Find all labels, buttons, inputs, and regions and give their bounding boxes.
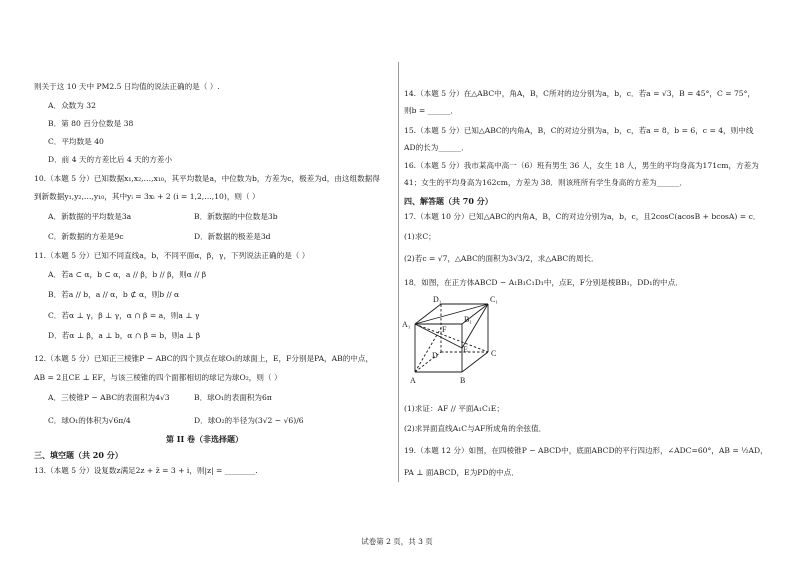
q16-line2: 41；女生的平均身高为162cm，方差为 38．则该班所有学生身高的方差为______． xyxy=(404,178,688,187)
q10-option-a: A．新数据的平均数是3a xyxy=(48,212,132,221)
q15-line2: AD的长为______． xyxy=(404,143,469,152)
part2-title: 第 II 卷（非选择题） xyxy=(166,434,244,444)
q15-line1: 15.（本题 5 分）已知△ABC的内角A，B，C的对边分别为a，b，c，若a = 8，b = 6，c = 4，则中线 xyxy=(404,126,754,135)
label-c: C xyxy=(491,349,497,358)
q14-line1: 14.（本题 5 分）在△ABC中，角A，B，C所对的边分别为a，b，c．若a = √3，B = 45°，C = 75°， xyxy=(404,89,756,98)
label-a1: A₁ xyxy=(402,320,411,329)
q13-stem: 13.（本题 5 分）设复数z满足2z + z̄ = 3 + i，则|z| = ________. xyxy=(34,466,258,475)
q9-option-d: D．前 4 天的方差比后 4 天的方差小 xyxy=(48,155,173,164)
edge-b-c xyxy=(462,352,488,372)
label-a: A xyxy=(410,376,416,385)
label-d: D xyxy=(432,351,438,360)
q10-option-c: C．新数据的方差是9c xyxy=(48,232,124,241)
q16-line1: 16.（本题 5 分）我市某高中高一（6）班有男生 36 人，女生 18 人，男生的平均身高为171cm，方差为 xyxy=(404,161,759,170)
q9-option-c: C．平均数是 40 xyxy=(48,137,104,146)
q9-option-a: A．众数为 32 xyxy=(48,101,96,110)
q17-stem: 17.（本题 10 分）已知△ABC的内角A，B，C的对边分别为a，b，c，且2cosC(acosB + bcosA) = c． xyxy=(404,212,761,221)
label-d1: D₁ xyxy=(433,295,442,304)
section3-heading: 三、填空题（共 20 分） xyxy=(34,450,123,460)
q9-stem-tail: 则关于这 10 天中 PM2.5 日均值的说法正确的是（ ）. xyxy=(34,82,220,91)
edge-d1-a1 xyxy=(415,304,441,324)
label-e: E xyxy=(463,345,468,354)
q18-part2: (2)求异面直线A₁C与AF所成角的余弦值． xyxy=(404,424,547,433)
q19-line1: 19.（本题 12 分）如图，在四棱锥P − ABCD中，底面ABCD的平行四边形，∠ADC=60°，AB = ½AD， xyxy=(404,446,768,455)
section4-heading: 四、解答题（共 70 分） xyxy=(404,196,493,206)
q10-option-d: D．新数据的极差是3d xyxy=(194,232,271,241)
q14-line2: 则b = ______． xyxy=(404,106,459,115)
column-divider xyxy=(398,62,399,482)
line-a1-e xyxy=(415,324,462,348)
label-f: F xyxy=(442,325,447,334)
label-b: B xyxy=(460,376,466,385)
q9-option-b: B．第 80 百分位数是 38 xyxy=(48,119,134,128)
q12-option-d: D．球O₂的半径为(3√2 − √6)/6 xyxy=(194,416,304,425)
line-a-f xyxy=(415,328,441,372)
q12-option-b: B．球O₁的表面积为6π xyxy=(194,393,272,402)
q11-option-c: C．若α ⊥ γ，β ⊥ γ，α ∩ β = a，则a ⊥ γ xyxy=(48,311,200,320)
q18-stem: 18．如图，在正方体ABCD − A₁B₁C₁D₁中，点E，F分别是棱BB₁，DD₁的中点． xyxy=(404,278,683,287)
q10-option-b: B．新数据的中位数是3b xyxy=(194,212,278,221)
q18-part1: (1)求证：AF // 平面A₁C₁E； xyxy=(404,404,504,413)
q12-stem-line2: AB = 2且CE ⊥ EF，与该三棱锥的四个面都相切的球记为球O₂，则（ ） xyxy=(34,373,282,382)
q10-stem-line2: 到新数据y₁,y₂,…,y₁₀，其中yᵢ = 3xᵢ + 2 (i = 1,2,…,10)，则（ ） xyxy=(34,192,260,201)
label-b1: B₁ xyxy=(464,315,473,324)
q19-line2: PA ⊥ 面ABCD，E为PD的中点． xyxy=(404,468,519,477)
line-a1-c1 xyxy=(415,304,488,324)
q12-stem-line1: 12.（本题 5 分）已知正三棱锥P − ABC的四个顶点在球O₁的球面上，E，F分别是PA，AB的中点， xyxy=(34,354,374,363)
cube-figure xyxy=(400,292,520,392)
q11-option-a: A．若a ⊂ α，b ⊂ α，a // β，b // β，则α // β xyxy=(48,270,207,279)
label-c1: C₁ xyxy=(490,295,499,304)
q12-option-c: C．球O₁的体积为√6π/4 xyxy=(48,416,131,425)
line-c1-e xyxy=(462,304,488,348)
q11-option-d: D．若α ⊥ β，a ⊥ b，α ∩ β = b，则a ⊥ β xyxy=(48,331,201,340)
q10-stem-line1: 10.（本题 5 分）已知数据x₁,x₂,…,x₁₀，其平均数是a，中位数为b，方差为c，极差为d，由这组数据得 xyxy=(34,174,380,183)
q17-part1: (1)求C； xyxy=(404,232,436,241)
q11-stem: 11.（本题 5 分）已知不同直线a，b，不同平面α，β，γ，下列说法正确的是（ ） xyxy=(34,251,310,260)
page-footer: 试卷第 2 页，共 3 页 xyxy=(361,537,433,546)
line-a1-c xyxy=(415,324,488,352)
q12-option-a: A．三棱锥P − ABC的表面积为4√3 xyxy=(48,393,170,402)
q17-part2: (2)若c = √7，△ABC的面积为3√3/2，求△ABC的周长． xyxy=(404,254,599,263)
q11-option-b: B．若a // b，a // α，b ⊄ α，则b // α xyxy=(48,290,180,299)
